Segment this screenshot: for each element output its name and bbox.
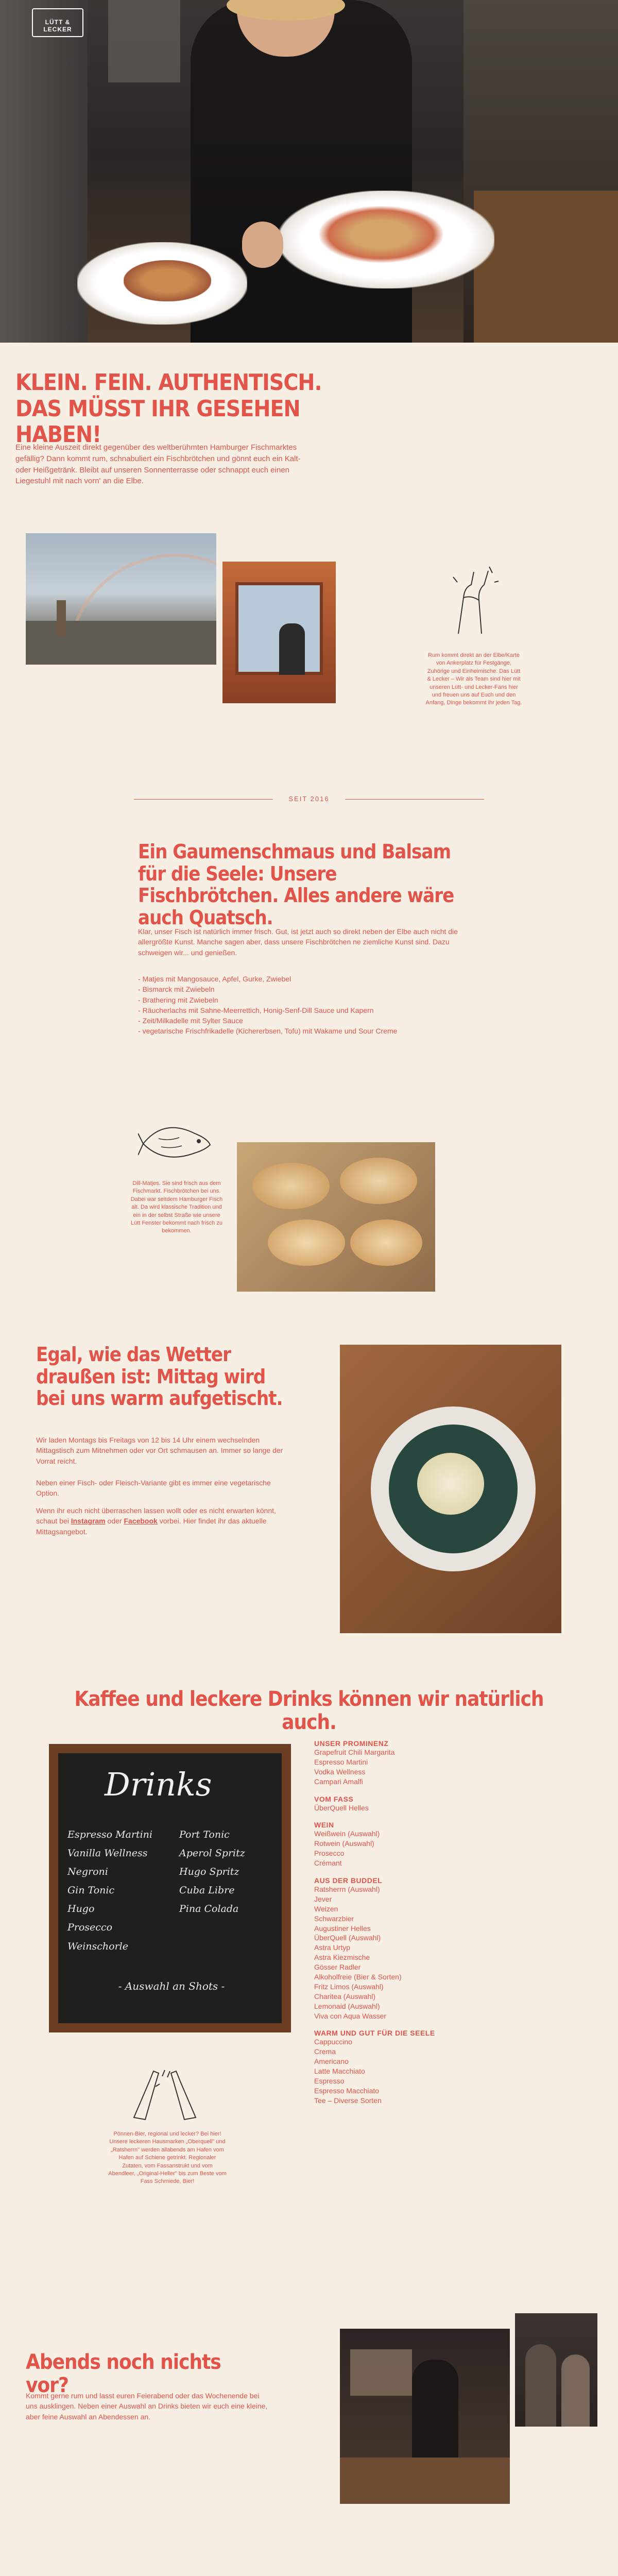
board-column-left: Espresso Martini Vanilla Wellness Negroni Gin Tonic Hugo Prosecco Weinschorle: [67, 1829, 152, 1952]
fish-menu-item: - Brathering mit Zwiebeln: [138, 995, 218, 1004]
lunch-paragraph-3: Wenn ihr euch nicht überraschen lassen wollt oder es nicht erwarten könnt, schaut bei Instagram oder Facebook vorbei. Hier findet ihr das aktuelle Mittagsangebot.: [36, 1506, 276, 1536]
menu-item: Cappuccino: [314, 2038, 352, 2046]
evening-guests-photo: [515, 2313, 597, 2427]
menu-group: [314, 1876, 484, 2021]
evening-text: Kommt gerne rum und lasst euren Feierabend oder das Wochenende bei uns ausklingen. Neben einer Auswahl an Drinks bieten wir euch eine kleine, aber feine Auswahl an Abendessen an.: [26, 2392, 268, 2421]
board-column-right: Port Tonic Aperol Spritz Hugo Spritz Cuba Libre Pina Colada: [179, 1829, 245, 1915]
menu-item: ÜberQuell Helles: [314, 1803, 369, 1812]
menu-item: Schwarzbier: [314, 1914, 354, 1923]
menu-item: ÜberQuell (Auswahl): [314, 1934, 381, 1942]
lunch-paragraph-2: Neben einer Fisch- oder Fleisch-Variante gibt es immer eine vegetarische Option.: [36, 1479, 271, 1498]
menu-group-title: VOM FASS: [314, 1794, 354, 1803]
menu-item: Alkoholfreie (Bier & Sorten): [314, 1973, 402, 1981]
drinks-menu: [314, 1739, 484, 2106]
hero-photo: [0, 0, 618, 343]
menu-item: Crémant: [314, 1859, 342, 1868]
menu-item: Campari Amalfi: [314, 1777, 363, 1786]
evening-title: Abends noch nichts vor?: [26, 2350, 221, 2397]
menu-group-title: AUS DER BUDDEL: [314, 1876, 383, 1885]
menu-group-title: WARM UND GUT FÜR DIE SEELE: [314, 2029, 435, 2038]
menu-item: Augustiner Helles: [314, 1924, 371, 1933]
hands-illustration-icon: [443, 562, 500, 639]
menu-item: Prosecco: [314, 1849, 345, 1858]
brand-logo[interactable]: [32, 8, 83, 37]
menu-group-title: WEIN: [314, 1821, 334, 1829]
logo-text: LÜTT & LECKER: [43, 19, 72, 33]
beer-caption: Pönnen-Bier, regional und lecker? Bei hier! Unsere leckeren Hausmarken „Oberquell" und „Ratsherrn" werden allabends am Hafen vom Hafen auf Schiene getrinkt. Regionaler Zutaten, vom Fassanstrukt und vom Abendleer, „Original-Heller" bis zum Beste vom Fass Schmiede, Bier!: [108, 2131, 227, 2185]
fish-title: Ein Gaumenschmaus und Balsam für die Seele: Unsere Fischbrötchen. Alles andere wäre auch Quatsch.: [138, 840, 454, 929]
facebook-link[interactable]: Facebook: [124, 1517, 158, 1526]
menu-item: Tee – Diverse Sorten: [314, 2096, 382, 2105]
fish-menu-list: [138, 974, 468, 1037]
beer-bottles-illustration-icon: [118, 2066, 211, 2123]
lunch-dish-photo: [340, 1345, 561, 1633]
menu-item: Espresso Martini: [314, 1757, 368, 1766]
menu-item: Crema: [314, 2047, 336, 2056]
hero-headline-line-2: DAS MÜSST IHR GESEHEN HABEN!: [15, 395, 300, 448]
menu-item: Americano: [314, 2057, 349, 2066]
instagram-link[interactable]: Instagram: [71, 1517, 106, 1526]
drinks-chalkboard-photo: [49, 1744, 291, 2032]
menu-item: Lemonaid (Auswahl): [314, 2002, 380, 2010]
menu-item: Grapefruit Chili Margarita: [314, 1748, 395, 1756]
since-divider-left: [134, 799, 273, 800]
menu-item: Viva con Aqua Wasser: [314, 2011, 387, 2020]
window-seat-photo: [222, 562, 336, 703]
since-divider-right: [345, 799, 484, 800]
menu-item: Fritz Limos (Auswahl): [314, 1982, 384, 1991]
menu-item: Espresso: [314, 2077, 345, 2086]
lunch-title: Egal, wie das Wetter draußen ist: Mittag wird bei uns warm aufgetischt.: [36, 1343, 283, 1410]
fish-illustration-icon: [138, 1113, 215, 1170]
fish-menu-item: - Bismarck mit Zwiebeln: [138, 985, 215, 994]
drinks-title: Kaffee und leckere Drinks können wir natürlich auch.: [74, 1687, 544, 1734]
menu-item: Jever: [314, 1894, 332, 1903]
hero-headline: [15, 370, 376, 448]
menu-item: Astra Kiezmische: [314, 1953, 370, 1962]
menu-item: Espresso Macchiato: [314, 2086, 380, 2095]
menu-item: Weizen: [314, 1904, 338, 1913]
fish-text: Klar, unser Fisch ist natürlich immer frisch. Gut, ist jetzt auch so direkt neben der Elbe auch nicht die allergrößte Kunst. Manche sagen aber, dass unsere Fischbrötchen ne ziemliche Kunst sind. Dazu schweigen wir... und genießen.: [138, 927, 458, 957]
menu-item: Gösser Radler: [314, 1963, 361, 1972]
fish-menu-item: - vegetarische Frischfrikadelle (Kichererbsen, Tofu) mit Wakame und Sour Creme: [138, 1027, 398, 1036]
menu-item: Rotwein (Auswahl): [314, 1839, 374, 1848]
fish-menu-item: - Matjes mit Mangosauce, Apfel, Gurke, Zwiebel: [138, 975, 291, 983]
hands-caption: Rum kommt direkt an der Elbe/Karte von Ankerplatz für Festgänge, Zuhörige und Einheimische. Das Lütt & Lecker – Wir als Team sind hier mit unseren Lütt- und Lecker-Fans hier und freuen uns auf Euch und den Anfang, Dinge bekommt ihr jeden Tag.: [425, 652, 522, 706]
board-title: Drinks: [105, 1766, 212, 1803]
menu-group-title: UNSER PROMINENZ: [314, 1739, 389, 1748]
menu-group: [314, 1821, 484, 1868]
hero-intro: Eine kleine Auszeit direkt gegenüber des weltberühmten Hamburger Fischmarktes gefällig? Dann kommt rum, schnabuliert ein Fischbrötchen und gönnt euch ein Kalt- oder Heißgetränk. Bleibt auf unseren Sonnenterrasse oder schnappt euch einen Liegestuhl mit nach vorn' an die Elbe.: [15, 443, 301, 486]
menu-item: Vodka Wellness: [314, 1767, 366, 1776]
hero-headline-line-1: KLEIN. FEIN. AUTHENTISCH.: [15, 369, 322, 396]
since-label: SEIT 2016: [288, 795, 330, 803]
menu-item: Weißwein (Auswahl): [314, 1829, 380, 1838]
menu-group: [314, 1739, 484, 1787]
board-footer: - Auswahl an Shots -: [118, 1980, 225, 1992]
menu-item: Astra Urtyp: [314, 1943, 351, 1952]
lunch-paragraph-1: Wir laden Montags bis Freitags von 12 bis 14 Uhr einem wechselnden Mittagstisch zum Mitnehmen oder vor Ort schmausen an. Immer so lange der Vorrat reicht.: [36, 1436, 283, 1465]
evening-bar-photo: [340, 2329, 510, 2504]
rainbow-terrace-photo: [26, 533, 216, 665]
menu-item: Ratsherrn (Auswahl): [314, 1885, 380, 1894]
menu-group: [314, 1795, 484, 1813]
fish-menu-item: - Zeit/Milkadelle mit Sylter Sauce: [138, 1016, 243, 1025]
fish-caption: Dill-Matjes. Sie sind frisch aus dem Fischmarkt. Fischbrötchen bei uns. Dabei war seitdem Hamburger Fisch alt. Da wird klassische Tradition und ein in der selbst Straße wie unsere Lütt Fenster bekommt nach frisch zu bekommen.: [130, 1180, 223, 1234]
menu-item: Latte Macchiato: [314, 2067, 365, 2076]
fish-sandwiches-photo: [237, 1142, 435, 1292]
menu-group: [314, 2029, 484, 2105]
menu-item: Charitea (Auswahl): [314, 1992, 376, 2001]
fish-menu-item: - Räucherlachs mit Sahne-Meerrettich, Honig-Senf-Dill Sauce und Kapern: [138, 1006, 374, 1014]
